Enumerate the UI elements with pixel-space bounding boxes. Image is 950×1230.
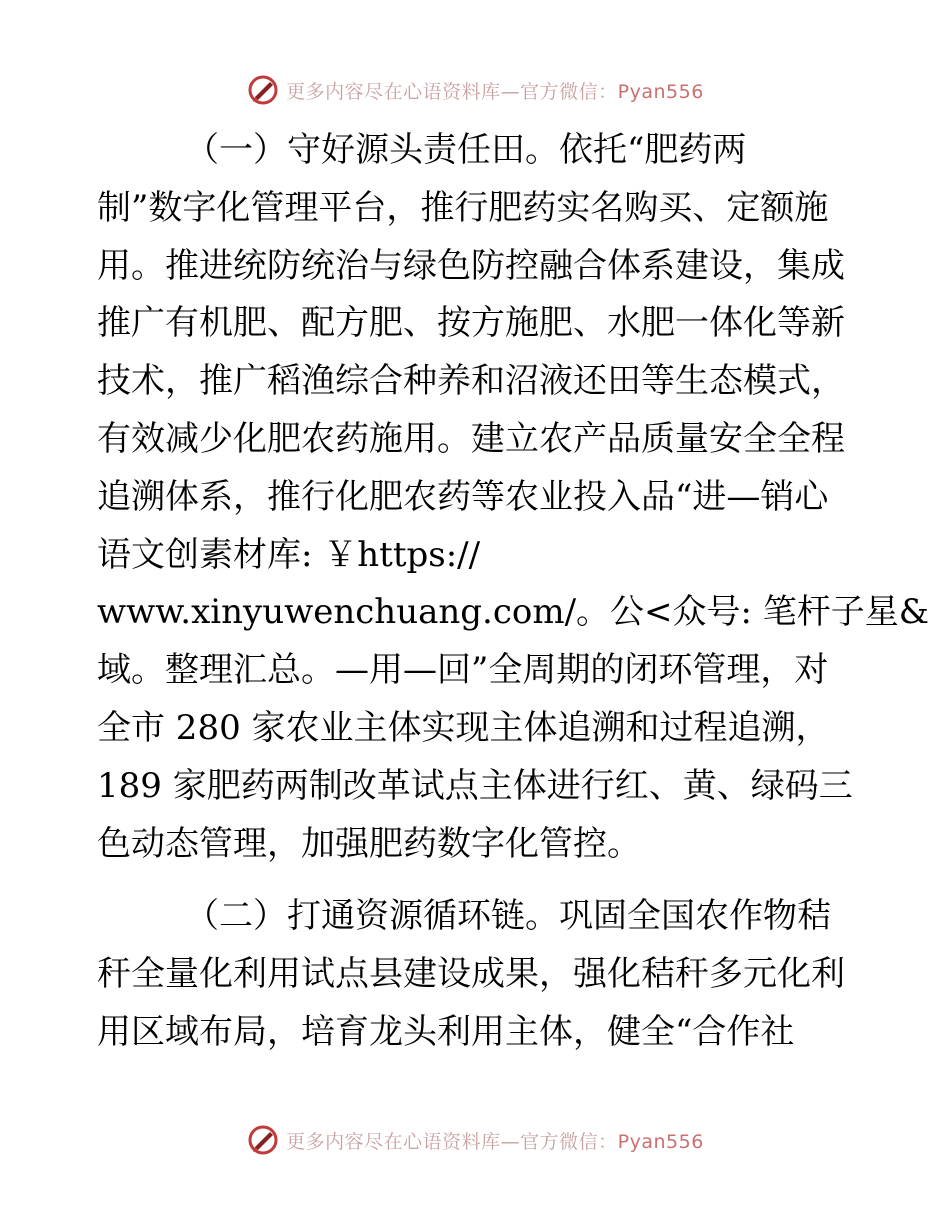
watermark-wechat-id: Pyan556 [617,80,704,103]
text-line: 用。推进统防统治与绿色防控融合体系建设，集成 [97,245,845,286]
text-line: 秆全量化利用试点县建设成果，强化秸秆多元化利 [97,954,845,995]
text-line: 用区域布局，培育龙头利用主体，健全“合作社 [97,1011,795,1052]
text-line: 制”数字化管理平台，推行肥药实名购买、定额施 [97,187,829,228]
text-line: 有效减少化肥农药施用。建立农产品质量安全全程 [97,418,845,459]
watermark-wechat-id: Pyan556 [617,1130,704,1153]
pen-logo-icon [246,1123,280,1157]
footer-watermark [0,1120,950,1160]
text-line: 技术，推广稻渔综合种养和沼液还田等生态模式， [97,361,845,402]
watermark-text [286,1127,704,1154]
paragraph-2 [97,888,857,1061]
text-line: （一）守好源头责任田。依托“肥药两 [185,130,747,170]
text-line: 推广有机肥、配方肥、按方施肥、水肥一体化等新 [97,303,845,344]
text-line: 全市 280 家农业主体实现主体追溯和过程追溯， [97,707,830,748]
text-line: （二）打通资源循环链。巩固全国农作物秸 [185,896,831,937]
text-line: 色动态管理，加强肥药数字化管控。 [97,823,641,864]
paragraph-1 [97,122,930,873]
header-watermark [0,70,950,110]
document-body [97,122,930,1062]
pen-logo-icon [246,73,280,107]
watermark-label: 更多内容尽在心语资料库—官方微信： [286,80,618,103]
paragraph-gap [97,873,857,888]
text-line: 语文创素材库: ￥https:// [97,534,481,575]
text-line: 189 家肥药两制改革试点主体进行红、黄、绿码三 [97,765,853,806]
watermark-text [286,77,704,104]
text-line: 域。整理汇总。—用—回”全周期的闭环管理，对 [97,650,829,691]
text-line: 追溯体系，推行化肥农药等农业投入品“进—销心 [97,476,829,517]
text-line: www.xinyuwenchuang.com/。公<众号: 笔杆子星& [97,592,930,633]
watermark-label: 更多内容尽在心语资料库—官方微信： [286,1130,618,1153]
